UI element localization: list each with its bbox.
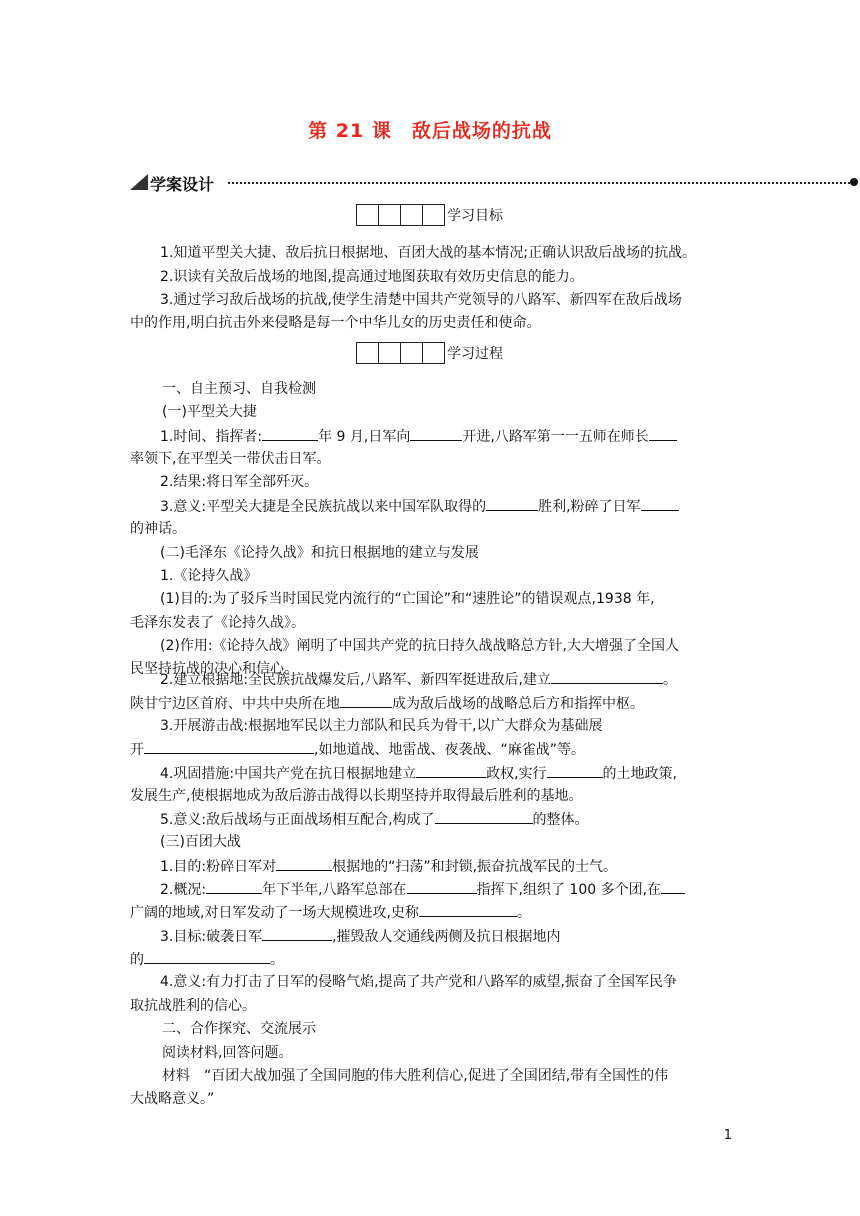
fill-blank[interactable] [407,878,477,894]
fill-blank[interactable] [144,948,270,964]
sub-2-title: (二)毛泽东《论持久战》和抗日根据地的建立与发展 [160,545,479,561]
line: (2)作用:《论持久战》阐明了中国共产党的抗日持久战战略总方针,大大增强了全国人 [160,638,679,654]
line: 率领下,在平型关一带伏击日军。 [130,451,331,467]
fill-blank[interactable] [262,925,332,941]
dotted-rule [228,182,850,184]
fill-blank[interactable] [419,901,517,917]
objective-3-cont: 中的作用,明白抗击外来侵略是每一个中华儿女的历史责任和使命。 [130,315,541,331]
line: 的神话。 [130,521,186,537]
heading-text: 学习过程 [447,346,503,362]
fill-blank[interactable] [486,495,538,511]
fill-blank[interactable] [641,495,679,511]
line: 的 。 [130,948,730,973]
line: 4.意义:有力打击了日军的侵略气焰,提高了共产党和八路军的威望,振奋了全国军民争 [160,974,677,990]
fill-blank[interactable] [416,762,486,778]
line: 2.概况: 年下半年,八路军总部在 指挥下,组织了 100 多个团,在 [160,878,760,903]
line: 陕甘宁边区首府、中共中央所在地 成为敌后战场的战略总后方和指挥中枢。 [130,692,730,717]
line: 广阔的地域,对日军发动了一场大规模进攻,史称 。 [130,901,730,926]
fill-blank[interactable] [547,762,603,778]
line: 4.巩固措施:中国共产党在抗日根据地建立 政权,实行 的土地政策, [160,762,750,787]
heading-objectives [356,205,503,225]
line: 毛泽东发表了《论持久战》。 [130,615,305,631]
fill-blank[interactable] [262,425,318,441]
line: 阅读材料,回答问题。 [162,1045,293,1061]
part-1-title: 一、自主预习、自我检测 [162,381,316,397]
objective-3: 3.通过学习敌后战场的抗战,使学生清楚中国共产党领导的八路军、新四军在敌后战场 [160,292,682,308]
page-number: 1 [723,1128,732,1143]
triangle-icon [130,174,148,190]
line: 发展生产,使根据地成为敌后游击战得以长期坚持并取得最后胜利的基地。 [130,788,583,804]
part-2-title: 二、合作探究、交流展示 [162,1021,316,1037]
line: (1)目的:为了驳斥当时国民党内流行的“亡国论”和“速胜论”的错误观点,1938 年, [160,591,655,607]
objective-2: 2.识读有关敌后战场的地图,提高通过地图获取有效历史信息的能力。 [160,269,584,285]
sub-1-title: (一)平型关大捷 [162,404,257,420]
objective-1: 1.知道平型关大捷、敌后抗日根据地、百团大战的基本情况;正确认识敌后战场的抗战。 [160,245,697,261]
fill-blank[interactable] [206,878,262,894]
fill-blank[interactable] [649,425,677,441]
line: 2.结果:将日军全部歼灭。 [160,474,319,490]
fill-blank[interactable] [551,668,663,684]
line: 2.建立根据地:全民族抗战爆发后,八路军、新四军挺进敌后,建立 。 [160,668,750,693]
line: 民坚持抗战的决心和信心。 [130,661,298,677]
line: 3.开展游击战:根据地军民以主力部队和民兵为骨干,以广大群众为基础展 [160,718,603,734]
fill-blank[interactable] [435,808,533,824]
line: 开 ,如地道战、地雷战、夜袭战、“麻雀战”等。 [130,738,730,763]
fill-blank[interactable] [144,738,314,754]
fill-blank[interactable] [340,692,392,708]
heading-text: 学习目标 [447,208,503,224]
fill-blank[interactable] [661,878,685,894]
line: 5.意义:敌后战场与正面战场相互配合,构成了 的整体。 [160,808,760,833]
box-cells [356,204,445,226]
line: 1.《论持久战》 [160,568,258,584]
line: 3.目标:破袭日军 ,摧毁敌人交通线两侧及抗日根据地内 [160,925,760,950]
page-title: 第 21 课 敌后战场的抗战 [308,120,552,142]
material-line: 材料 “百团大战加强了全国同胞的伟大胜利信心,促进了全国团结,带有全国性的伟 [162,1068,669,1084]
fill-blank[interactable] [276,855,332,871]
heading-process [356,343,503,363]
line: 取抗战胜利的信心。 [130,998,256,1014]
line: 1.时间、指挥者: 年 9 月,日军向 开进,八路军第一一五师在师长 [160,425,760,450]
fill-blank[interactable] [410,425,462,441]
line: 1.目的:粉碎日军对 根据地的“扫荡”和封锁,振奋抗战军民的士气。 [160,855,760,880]
line: 3.意义:平型关大捷是全民族抗战以来中国军队取得的 胜利,粉碎了日军 [160,495,760,520]
section-header [130,172,858,194]
rule-end-dot [850,178,858,186]
section-label: 学案设计 [150,175,215,194]
material-line: 大战略意义。” [130,1091,215,1107]
sub-3-title: (三)百团大战 [160,834,241,850]
box-cells [356,342,445,364]
